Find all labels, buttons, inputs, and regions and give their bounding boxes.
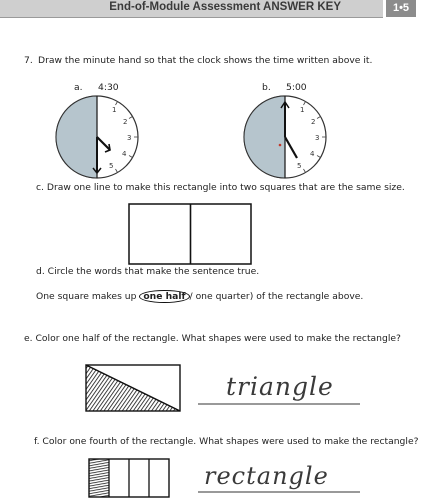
part-b-time: 5:00 bbox=[286, 82, 307, 93]
clock-a-number-3: 3 bbox=[127, 134, 132, 142]
circled-choice-one-half: one half bbox=[139, 290, 189, 303]
sentence-start: One square makes up bbox=[36, 291, 137, 302]
answer-triangle: triangle bbox=[226, 372, 334, 401]
clock-a-number-5: 5 bbox=[109, 162, 114, 170]
answer-line-e bbox=[198, 402, 360, 406]
clock-b-number-2: 2 bbox=[311, 118, 316, 126]
answer-rectangle: rectangle bbox=[204, 462, 329, 490]
part-d-sentence bbox=[36, 290, 363, 303]
part-c-prompt: c. Draw one line to make this rectangle into two squares that are the same size. bbox=[36, 182, 405, 193]
answer-line-f bbox=[198, 490, 360, 494]
part-d-prompt: d. Circle the words that make the sentence true. bbox=[36, 266, 260, 277]
clock-a-number-2: 2 bbox=[123, 118, 128, 126]
sentence-end: ) of the rectangle above. bbox=[249, 291, 364, 302]
choice-slash: / bbox=[189, 291, 193, 302]
question-number: 7. bbox=[24, 55, 33, 66]
part-a-letter: a. bbox=[74, 82, 83, 93]
clock-b-number-4: 4 bbox=[310, 150, 315, 158]
module-badge: 1•5 bbox=[386, 0, 416, 17]
clock-a-number-1: 1 bbox=[112, 106, 117, 114]
part-a-time: 4:30 bbox=[98, 82, 119, 93]
clock-a bbox=[52, 92, 142, 182]
clock-b bbox=[240, 92, 330, 182]
rectangle-two-squares bbox=[128, 203, 252, 265]
choice-one-quarter: one quarter bbox=[195, 291, 250, 302]
part-f-prompt: f. Color one fourth of the rectangle. What shapes were used to make the rectangle? bbox=[34, 436, 419, 447]
rectangle-triangles bbox=[85, 364, 181, 412]
clock-a-number-4: 4 bbox=[122, 150, 127, 158]
clock-b-number-5: 5 bbox=[297, 162, 302, 170]
rectangle-four-parts bbox=[88, 458, 170, 498]
part-b-letter: b. bbox=[262, 82, 271, 93]
clock-b-number-1: 1 bbox=[300, 106, 305, 114]
page-title: End-of-Module Assessment ANSWER KEY bbox=[109, 1, 341, 13]
part-e-prompt: e. Color one half of the rectangle. What shapes were used to make the rectangle? bbox=[24, 333, 401, 344]
question-prompt: Draw the minute hand so that the clock shows the time written above it. bbox=[38, 55, 373, 66]
clock-b-number-3: 3 bbox=[315, 134, 320, 142]
